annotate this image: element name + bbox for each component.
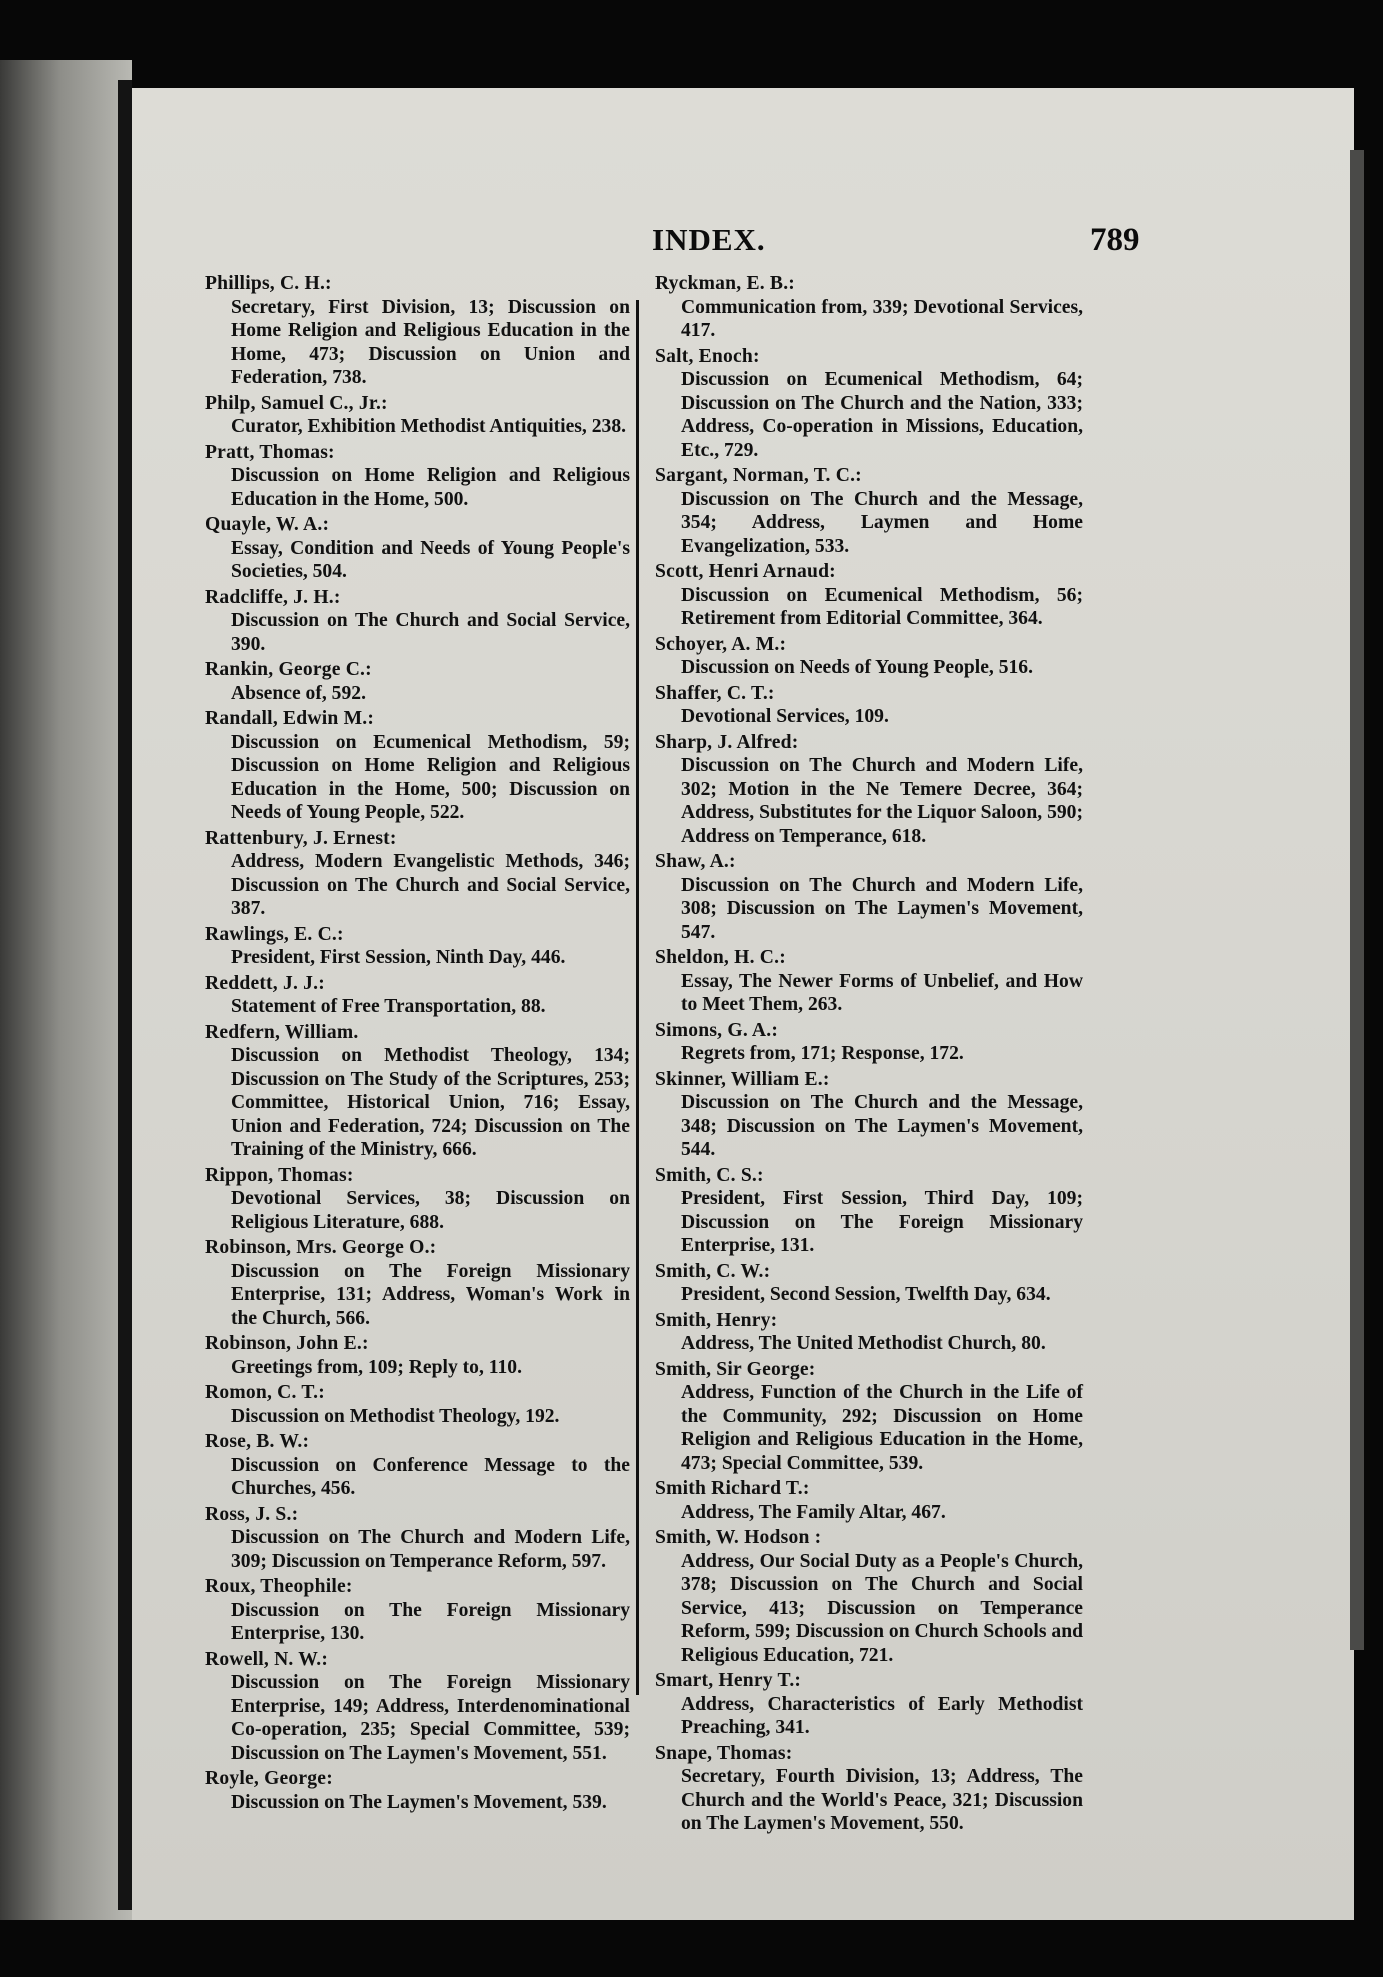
index-entry — [205, 1381, 630, 1428]
index-entry — [205, 441, 630, 512]
page-number: 789 — [1090, 222, 1140, 258]
entry-references: Secretary, First Division, 13; Discussion on Home Religion and Religious Education in the Home, 473; Discussion on Union and Federation, 738. — [231, 296, 630, 388]
index-entry — [205, 1164, 630, 1235]
entry-name: Sargant, Norman, T. C.: — [655, 465, 862, 486]
entry-name: Reddett, J. J.: — [205, 972, 325, 994]
entry-references: Curator, Exhibition Methodist Antiquities, 238. — [231, 416, 627, 437]
index-entry — [655, 1526, 1083, 1667]
entry-name: Quayle, W. A.: — [205, 514, 330, 535]
entry-name: Smith, W. Hodson : — [655, 1527, 822, 1548]
index-entry — [205, 1332, 630, 1379]
index-entry — [205, 513, 630, 584]
entry-references: Discussion on The Church and Modern Life, 308; Discussion on The Laymen's Movement, 547. — [681, 874, 1083, 943]
entry-name: Roux, Theophile: — [205, 1576, 353, 1597]
entry-references: Discussion on The Foreign Missionary Enterprise, 131; Address, Woman's Work in the Church, 566. — [231, 1260, 630, 1329]
entry-name: Philp, Samuel C., Jr.: — [205, 392, 388, 414]
entry-references: President, Second Session, Twelfth Day, 634. — [681, 1284, 1051, 1305]
entry-name: Smith, Henry: — [655, 1309, 778, 1331]
index-entry — [655, 560, 1083, 631]
entry-name: Ross, J. S.: — [205, 1503, 299, 1525]
entry-references: Regrets from, 171; Response, 172. — [681, 1043, 964, 1064]
entry-name: Romon, C. T.: — [205, 1382, 325, 1403]
entry-name: Smith, C. W.: — [655, 1260, 771, 1282]
entry-references: Discussion on Conference Message to the Churches, 456. — [231, 1454, 630, 1499]
entry-references: Secretary, Fourth Division, 13; Address, The Church and the World's Peace, 321; Discussion on The Laymen's Movement, 550. — [681, 1766, 1083, 1834]
entry-references: Absence of, 592. — [231, 682, 366, 704]
entry-name: Sheldon, H. C.: — [655, 947, 786, 968]
entry-name: Robinson, John E.: — [205, 1333, 369, 1354]
index-entry — [655, 1068, 1083, 1162]
entry-references: Discussion on Methodist Theology, 192. — [231, 1405, 560, 1427]
entry-references: Communication from, 339; Devotional Services, 417. — [681, 296, 1083, 341]
entry-references: Discussion on The Church and Modern Life, 302; Motion in the Ne Temere Decree, 364; Address, Substitutes for the Liquor Saloon, 590; Address on Temperance, 618. — [681, 755, 1083, 847]
entry-name: Rippon, Thomas: — [205, 1164, 354, 1186]
index-column-right — [655, 272, 1083, 1834]
entry-name: Salt, Enoch: — [655, 345, 760, 367]
index-entry — [655, 633, 1083, 680]
index-entry — [205, 586, 630, 657]
entry-name: Rankin, George C.: — [205, 659, 372, 680]
entry-name: Snape, Thomas: — [655, 1742, 793, 1764]
column-divider — [636, 300, 639, 1695]
book-gutter — [118, 80, 132, 1910]
index-entry — [205, 1575, 630, 1646]
index-entry — [655, 946, 1083, 1017]
index-entry — [205, 1767, 630, 1814]
entry-references: Essay, The Newer Forms of Unbelief, and How to Meet Them, 263. — [681, 970, 1083, 1015]
entry-references: Devotional Services, 109. — [681, 706, 889, 727]
entry-references: Discussion on Ecumenical Methodism, 56; Retirement from Editorial Committee, 364. — [681, 584, 1083, 629]
entry-name: Rawlings, E. C.: — [205, 923, 344, 945]
entry-name: Rose, B. W.: — [205, 1431, 310, 1452]
entry-name: Scott, Henri Arnaud: — [655, 561, 836, 582]
index-entry — [655, 1669, 1083, 1740]
entry-references: Essay, Condition and Needs of Young People's Societies, 504. — [231, 537, 630, 582]
entry-references: Discussion on Home Religion and Religious Education in the Home, 500. — [231, 465, 630, 510]
entry-references: Discussion on The Foreign Missionary Enterprise, 130. — [231, 1599, 630, 1644]
entry-references: President, First Session, Ninth Day, 446. — [231, 947, 566, 968]
entry-references: Devotional Services, 38; Discussion on Religious Literature, 688. — [231, 1188, 630, 1233]
entry-name: Pratt, Thomas: — [205, 441, 335, 463]
entry-references: Discussion on The Laymen's Movement, 539. — [231, 1791, 607, 1813]
entry-name: Royle, George: — [205, 1768, 333, 1789]
index-entry — [655, 1260, 1083, 1307]
entry-references: Discussion on Methodist Theology, 134; Discussion on The Study of the Scriptures, 253; Committee, Historical Union, 716; Essay, Union and Federation, 724; Discussion on The Training of the Ministry, 666. — [231, 1045, 630, 1160]
page-title: INDEX. — [652, 222, 766, 257]
index-entry — [205, 1503, 630, 1574]
entry-references: Address, Modern Evangelistic Methods, 346; Discussion on The Church and Social Service, 387. — [231, 851, 630, 919]
entry-references: Greetings from, 109; Reply to, 110. — [231, 1356, 522, 1378]
entry-references: President, First Session, Third Day, 109; Discussion on The Foreign Missionary Enterprise, 131. — [681, 1188, 1083, 1256]
entry-name: Robinson, Mrs. George O.: — [205, 1237, 437, 1258]
index-entry — [655, 1164, 1083, 1258]
entry-name: Shaw, A.: — [655, 851, 736, 872]
entry-name: Smith Richard T.: — [655, 1478, 810, 1499]
entry-name: Rowell, N. W.: — [205, 1648, 329, 1670]
index-entry — [205, 1021, 630, 1162]
entry-name: Skinner, William E.: — [655, 1068, 830, 1090]
entry-references: Discussion on The Church and Modern Life, 309; Discussion on Temperance Reform, 597. — [231, 1527, 630, 1572]
entry-references: Address, Characteristics of Early Methodist Preaching, 341. — [681, 1693, 1083, 1738]
index-entry — [205, 272, 630, 390]
entry-name: Shaffer, C. T.: — [655, 682, 775, 704]
index-entry — [655, 272, 1083, 343]
entry-name: Ryckman, E. B.: — [655, 273, 796, 294]
entry-name: Randall, Edwin M.: — [205, 708, 375, 729]
entry-references: Address, Function of the Church in the Life of the Community, 292; Discussion on Home Religion and Religious Education in the Home, 473; Special Committee, 539. — [681, 1382, 1083, 1474]
entry-references: Discussion on Ecumenical Methodism, 64; Discussion on The Church and the Nation, 333; Address, Co-operation in Missions, Education, Etc., 729. — [681, 369, 1083, 461]
index-column-left — [205, 272, 630, 1813]
facing-page-edge — [0, 60, 132, 1920]
entry-name: Smith, C. S.: — [655, 1164, 764, 1186]
entry-name: Smart, Henry T.: — [655, 1670, 802, 1691]
index-entry — [655, 345, 1083, 463]
index-entry — [205, 707, 630, 825]
entry-name: Redfern, William. — [205, 1021, 359, 1043]
entry-references: Discussion on The Church and the Message, 348; Discussion on The Laymen's Movement, 544. — [681, 1092, 1083, 1160]
entry-name: Radcliffe, J. H.: — [205, 586, 341, 608]
entry-name: Phillips, C. H.: — [205, 273, 332, 294]
index-entry — [655, 1358, 1083, 1476]
index-entry — [655, 731, 1083, 849]
index-entry — [655, 682, 1083, 729]
index-entry — [205, 658, 630, 705]
index-entry — [205, 1430, 630, 1501]
entry-name: Simons, G. A.: — [655, 1019, 779, 1041]
index-entry — [205, 827, 630, 921]
entry-references: Address, The United Methodist Church, 80. — [681, 1333, 1046, 1354]
index-entry — [205, 923, 630, 970]
entry-references: Discussion on The Church and the Message, 354; Address, Laymen and Home Evangelization, 533. — [681, 488, 1083, 557]
index-entry — [655, 1477, 1083, 1524]
index-entry — [205, 972, 630, 1019]
index-entry — [205, 1236, 630, 1330]
index-entry — [205, 392, 630, 439]
entry-references: Discussion on Ecumenical Methodism, 59; Discussion on Home Religion and Religious Education in the Home, 500; Discussion on Needs of Young People, 522. — [231, 731, 630, 823]
entry-references: Address, Our Social Duty as a People's Church, 378; Discussion on The Church and Social Service, 413; Discussion on Temperance Reform, 599; Discussion on Church Schools and Religious Education, 721. — [681, 1550, 1083, 1666]
index-entry — [655, 464, 1083, 558]
entry-references: Discussion on Needs of Young People, 516. — [681, 657, 1033, 678]
entry-name: Smith, Sir George: — [655, 1358, 816, 1380]
index-entry — [205, 1648, 630, 1766]
index-entry — [655, 1019, 1083, 1066]
entry-name: Rattenbury, J. Ernest: — [205, 827, 397, 849]
entry-name: Sharp, J. Alfred: — [655, 731, 799, 753]
entry-references: Address, The Family Altar, 467. — [681, 1501, 946, 1523]
index-entry — [655, 850, 1083, 944]
index-entry — [655, 1309, 1083, 1356]
page-edge-shadow — [1350, 150, 1364, 1650]
entry-references: Discussion on The Church and Social Service, 390. — [231, 610, 630, 655]
entry-name: Schoyer, A. M.: — [655, 633, 787, 655]
page-header — [132, 222, 1140, 272]
entry-references: Discussion on The Foreign Missionary Enterprise, 149; Address, Interdenominational Co-operation, 235; Special Committee, 539; Discussion on The Laymen's Movement, 551. — [231, 1672, 630, 1764]
entry-references: Statement of Free Transportation, 88. — [231, 996, 546, 1017]
index-entry — [655, 1742, 1083, 1836]
